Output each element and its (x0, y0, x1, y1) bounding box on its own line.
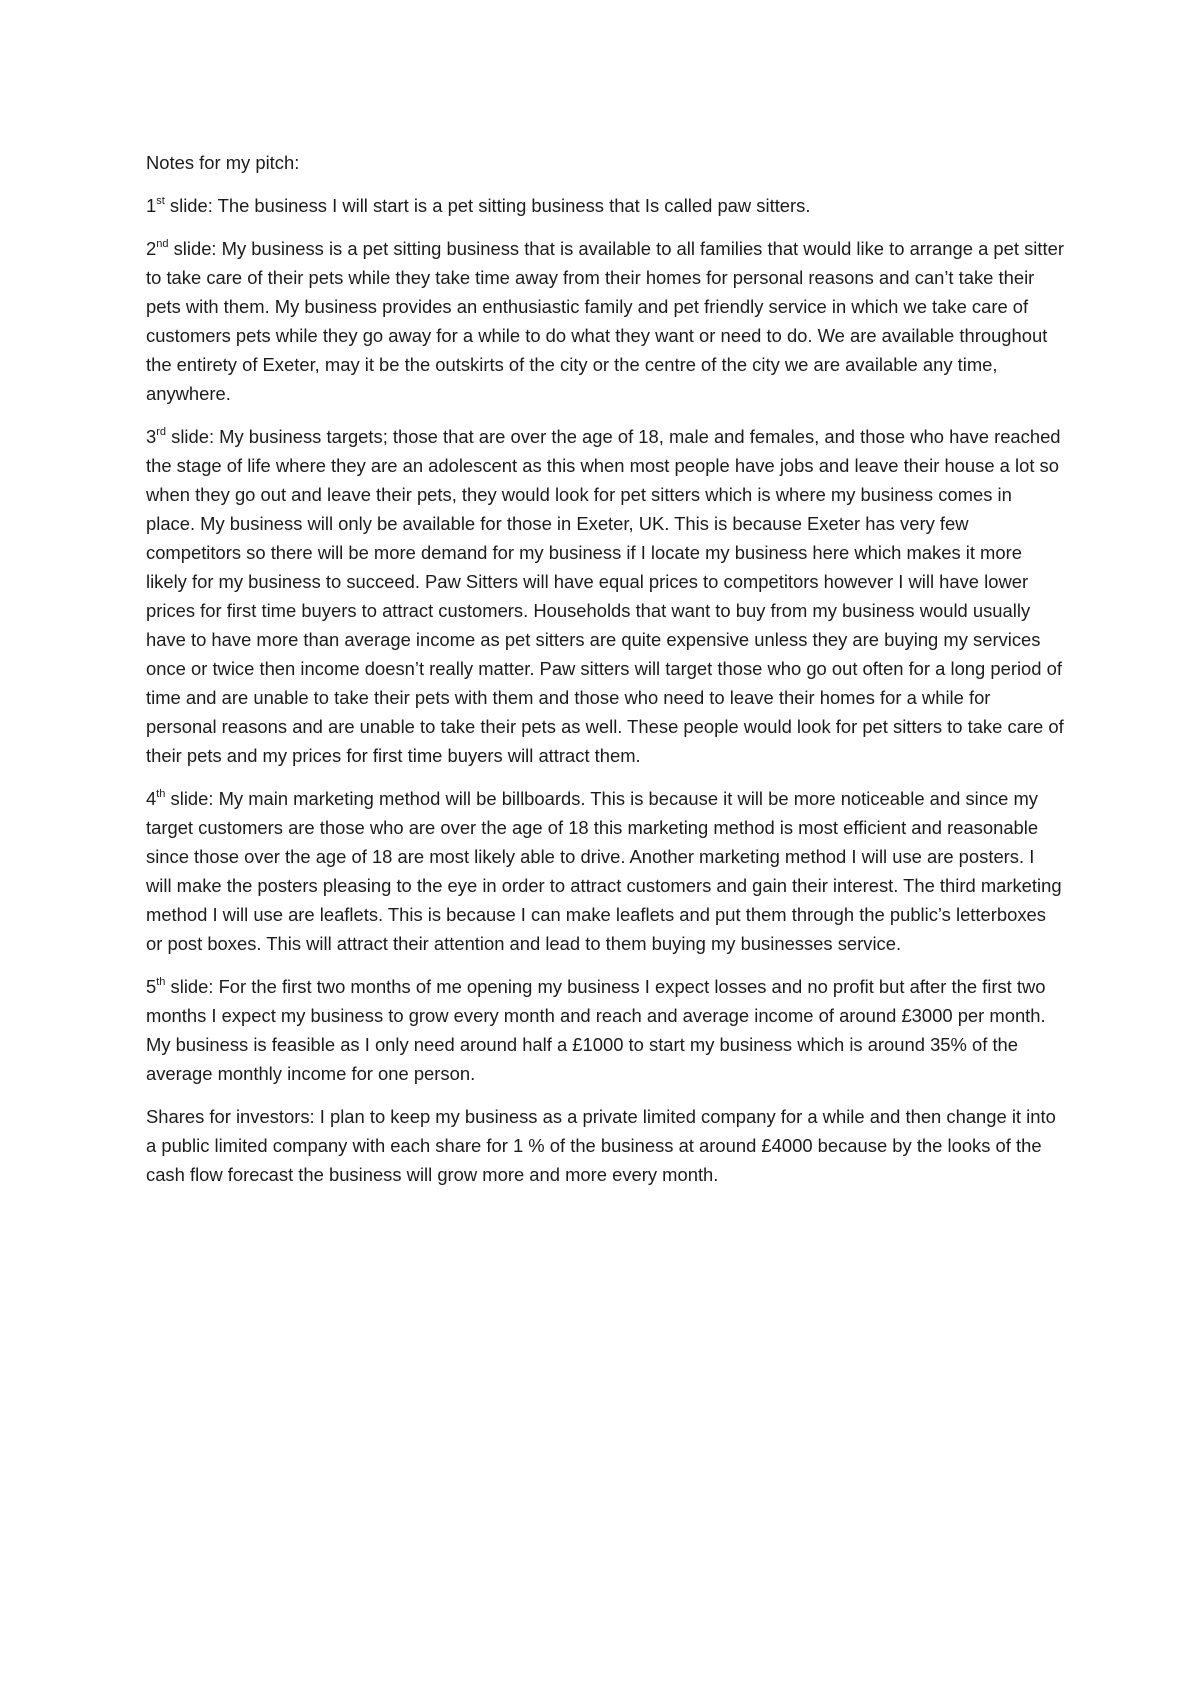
ordinal-suffix: nd (156, 237, 169, 250)
paragraph-shares-for-investors: Shares for investors: I plan to keep my business as a private limited company for a while and then change it into a public limited company with each share for 1 % of the business at around £4000 because by the looks of the cash flow forecast the business will grow more and more every month. (146, 1106, 1056, 1185)
paragraph-text: slide: My business is a pet sitting business that is available to all families that would like to arrange a pet sitter to take care of their pets while they take time away from their homes for personal reasons and can’t take their pets with them. My business provides an enthusiastic family and pet friendly service in which we take care of customers pets while they go away for a while to do what they want or need to do. We are available throughout the entirety of Exeter, may it be the outskirts of the city or the centre of the city we are available any time, anywhere. (146, 238, 1064, 404)
ordinal-suffix: th (156, 975, 166, 988)
paragraph-text: slide: My main marketing method will be billboards. This is because it will be more noticeable and since my target customers are those who are over the age of 18 this marketing method is most efficient and reasonable since those over the age of 18 are most likely able to drive. Another marketing method I will use are posters. I will make the posters pleasing to the eye in order to attract customers and gain their interest. The third marketing method I will use are leaflets. This is because I can make leaflets and put them through the public’s letterboxes or post boxes. This will attract their attention and lead to them buying my businesses service. (146, 788, 1062, 954)
slide-number: 3 (146, 426, 157, 447)
ordinal-suffix: th (156, 787, 166, 800)
paragraph-text: slide: The business I will start is a pet sitting business that Is called paw sitters. (164, 195, 811, 216)
paragraph-slide-2 (146, 234, 1064, 408)
slide-number: 1 (146, 195, 157, 216)
paragraph-slide-5 (146, 972, 1064, 1088)
paragraph-text: slide: For the first two months of me opening my business I expect losses and no profit but after the first two months I expect my business to grow every month and reach and average income of around £3000 per month. My business is feasible as I only need around half a £1000 to start my business which is around 35% of the average monthly income for one person. (146, 976, 1046, 1084)
ordinal-suffix: rd (156, 425, 167, 438)
document-body (146, 148, 1064, 1203)
slide-number: 5 (146, 976, 157, 997)
document-title: Notes for my pitch: (146, 152, 300, 173)
paragraph-slide-1 (146, 191, 1064, 220)
slide-number: 2 (146, 238, 157, 259)
paragraph-slide-4 (146, 784, 1064, 958)
ordinal-suffix: st (156, 194, 165, 207)
paragraph-text: slide: My business targets; those that are over the age of 18, male and females, and those who have reached the stage of life where they are an adolescent as this when most people have jobs and leave their house a lot so when they go out and leave their pets, they would look for pet sitters which is where my business comes in place. My business will only be available for those in Exeter, UK. This is because Exeter has very few competitors so there will be more demand for my business if I locate my business here which makes it more likely for my business to succeed. Paw Sitters will have equal prices to competitors however I will have lower prices for first time buyers to attract customers. Households that want to buy from my business would usually have to have more than average income as pet sitters are quite expensive unless they are buying my services once or twice then income doesn’t really matter. Paw sitters will target those who go out often for a long period of time and are unable to take their pets with them and those who need to leave their homes for a while for personal reasons and are unable to take their pets as well. These people would look for pet sitters to take care of their pets and my prices for first time buyers will attract them. (146, 426, 1064, 766)
paragraph-slide-3 (146, 422, 1064, 770)
slide-number: 4 (146, 788, 157, 809)
